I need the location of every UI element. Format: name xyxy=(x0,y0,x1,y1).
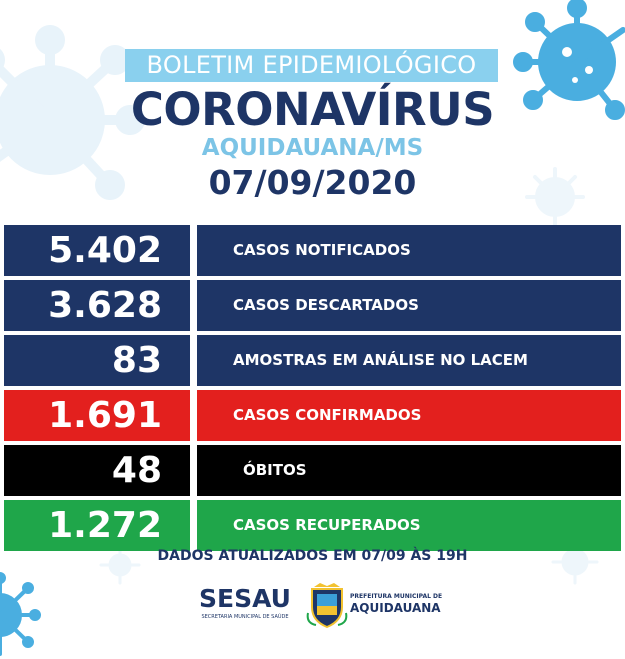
stat-label: CASOS DESCARTADOS xyxy=(233,296,419,314)
stat-row-discarded xyxy=(4,280,621,331)
stat-label: CASOS CONFIRMADOS xyxy=(233,406,422,424)
stat-value: 5.402 xyxy=(48,230,162,271)
sesau-name: SESAU xyxy=(199,584,291,613)
stat-label: AMOSTRAS EM ANÁLISE NO LACEM xyxy=(233,351,528,369)
stat-value-cell xyxy=(4,500,190,551)
sesau-logo xyxy=(190,585,300,625)
bulletin-date: 07/09/2020 xyxy=(208,163,417,202)
stat-value: 3.628 xyxy=(48,285,162,326)
stat-label-cell xyxy=(197,500,621,551)
stat-row-notified xyxy=(4,225,621,276)
stat-value: 83 xyxy=(111,340,162,381)
prefeitura-logo xyxy=(350,593,460,623)
crest-icon xyxy=(306,583,348,629)
sesau-subtitle: SECRETARIA MUNICIPAL DE SAÚDE xyxy=(201,614,289,620)
stat-label-cell xyxy=(197,445,621,496)
stat-value-cell xyxy=(4,390,190,441)
virus-icon xyxy=(0,570,50,659)
stat-row-confirmed xyxy=(4,390,621,441)
stat-value-cell xyxy=(4,225,190,276)
stat-value: 1.272 xyxy=(48,505,162,546)
stat-row-recovered xyxy=(4,500,621,551)
stat-label: CASOS NOTIFICADOS xyxy=(233,241,411,259)
prefeitura-name: AQUIDAUANA xyxy=(350,601,441,615)
stat-value-cell xyxy=(4,335,190,386)
bulletin-kicker: BOLETIM EPIDEMIOLÓGICO xyxy=(125,49,498,82)
update-note: DADOS ATUALIZADOS EM 07/09 ÀS 19H xyxy=(157,548,468,564)
stat-value-cell xyxy=(4,280,190,331)
page-title: CORONAVÍRUS xyxy=(130,83,495,136)
header xyxy=(0,0,625,215)
stat-label-cell xyxy=(197,335,621,386)
stat-label-cell xyxy=(197,390,621,441)
stat-value: 48 xyxy=(111,450,162,491)
stat-label-cell xyxy=(197,280,621,331)
prefeitura-subtitle: PREFEITURA MUNICIPAL DE xyxy=(350,593,443,600)
stats-table xyxy=(4,225,621,555)
stat-row-pending xyxy=(4,335,621,386)
stat-value: 1.691 xyxy=(48,395,162,436)
stat-label: CASOS RECUPERADOS xyxy=(233,516,421,534)
stat-row-deaths xyxy=(4,445,621,496)
stat-value-cell xyxy=(4,445,190,496)
stat-label-cell xyxy=(197,225,621,276)
city-label: AQUIDAUANA/MS xyxy=(201,135,424,161)
stat-label: ÓBITOS xyxy=(243,461,307,479)
